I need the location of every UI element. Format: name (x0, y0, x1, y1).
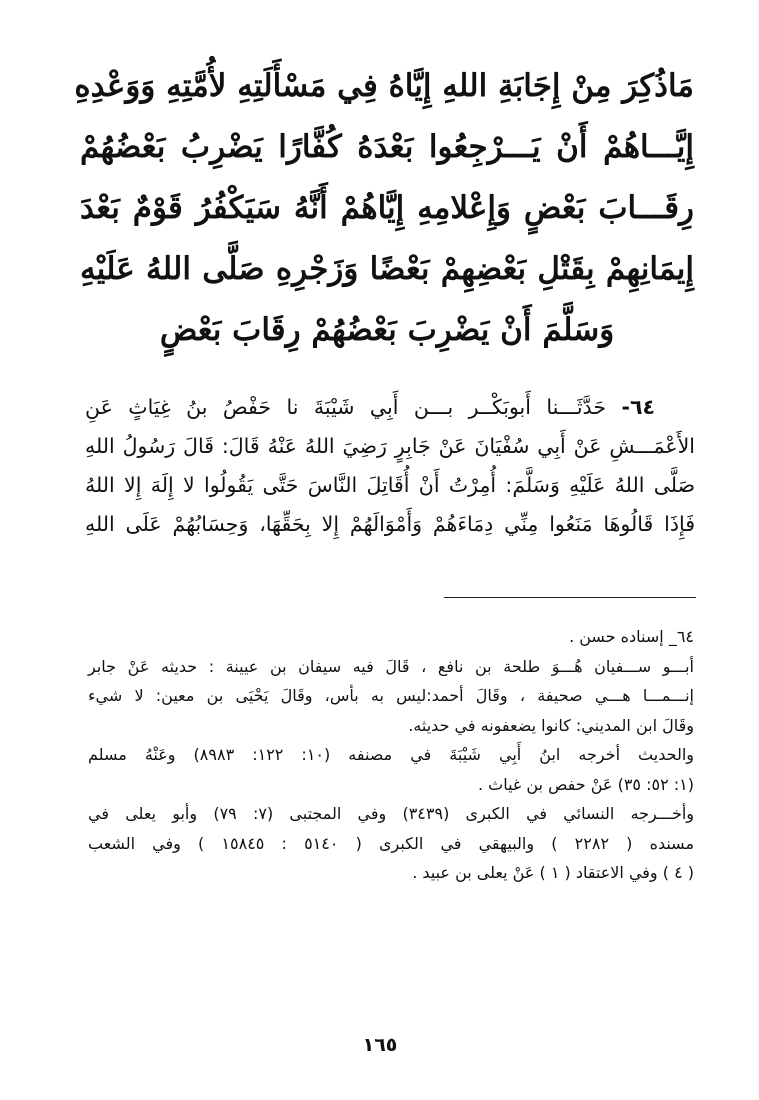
footnote-line: ٦٤_ إسناده حسن . (569, 627, 694, 646)
footnote-line: وأخـــرجه النسائي في الكبرى (٣٤٣٩) وفي المجتبى (٧: ٧٩) وأبو يعلى في (88, 804, 695, 823)
chapter-title-line: رِقَـــابَ بَعْضٍ وَإِعْلامِهِ إِيَّاهُمْ أَنَّهُ سَيَكْفُرُ قَوْمٌ بَعْدَ (80, 190, 694, 226)
hadith-line: فَإِذَا قَالُوهَا مَنَعُوا مِنِّي دِمَاءَهُمْ وَأَمْوَالَهُمْ إِلا بِحَقِّهَا، وَحِسَابُهُمْ عَلَى اللهِ (85, 512, 695, 536)
hadith-line: الأَعْمَـــشِ عَنْ أَبِي سُفْيَانَ عَنْ جَابِرٍ رَضِيَ اللهُ عَنْهُ قَالَ: قَالَ رَسُولُ اللهِ (85, 434, 695, 458)
footnote-line: مسنده ( ٢٢٨٢ ) والبيهقي في الكبرى ( ٥١٤٠ : ١٥٨٤٥ ) وفي الشعب (88, 833, 695, 853)
hadith-line: صَلَّى اللهُ عَلَيْهِ وَسَلَّمَ: أُمِرْتُ أَنْ أُقَاتِلَ النَّاسَ حَتَّى يَقُولُوا لا إِلَهَ إِلا اللهُ (85, 473, 695, 497)
footnote-line: ( ٤ ) وفي الاعتقاد ( ١ ) عَنْ يعلى بن عبيد . (412, 863, 694, 882)
footnote-line: وقَالَ ابن المديني: كانوا يضعفونه في حديثه. (408, 715, 694, 735)
footnote-line: أبـــو ســـفيان هُـــوَ طلحة بن نافع ، قَالَ فيه سيفان بن عيينة : حديثه عَنْ جابر (88, 656, 694, 676)
hadith-line-text: حَدَّثَـــنا أَبوبَكْــر بـــن أَبِي شَيْبَةَ نا حَفْصُ بنُ غِيَاثٍ عَنِ (85, 395, 606, 419)
hadith-number: ٦٤- (621, 395, 655, 419)
page-number: ١٦٥ (362, 1034, 398, 1056)
hadith-line (85, 388, 695, 427)
footnote-line: إنـــمـــا هـــي صحيفة ، وقَالَ أحمد:ليس به بأس، وقَالَ يَحْيَى بن معين: لا شيء (88, 686, 694, 705)
footnote-line: (١: ٥٢: ٣٥) عَنْ حفص بن غياث . (477, 774, 694, 794)
chapter-title-line: مَاذُكِرَ مِنْ إِجَابَةِ اللهِ إِيَّاهُ فِي مَسْأَلَتِهِ لأُمَّتِهِ وَوَعْدِهِ (74, 68, 694, 104)
chapter-title (74, 56, 694, 361)
chapter-title-line: إِيَّـــاهُمْ أَنْ يَـــرْجِعُوا بَعْدَهُ كُفَّارًا يَضْرِبُ بَعْضُهُمْ (80, 129, 694, 165)
footnotes (88, 622, 694, 888)
hadith-text (85, 388, 695, 544)
footnote-line: والحديث أخرجه ابنُ أَبِي شَيْبَةَ في مصنفه (١٠: ١٢٢: ٨٩٨٣) وعَنْهُ مسلم (88, 745, 694, 764)
footnote-divider (444, 597, 696, 598)
chapter-title-line: إِيمَانِهِمْ بِقَتْلِ بَعْضِهِمْ بَعْضًا وَزَجْرِهِ صَلَّى اللهُ عَلَيْهِ (80, 251, 694, 287)
chapter-title-line: وَسَلَّمَ أَنْ يَضْرِبَ بَعْضُهُمْ رِقَابَ بَعْضٍ (159, 312, 615, 348)
